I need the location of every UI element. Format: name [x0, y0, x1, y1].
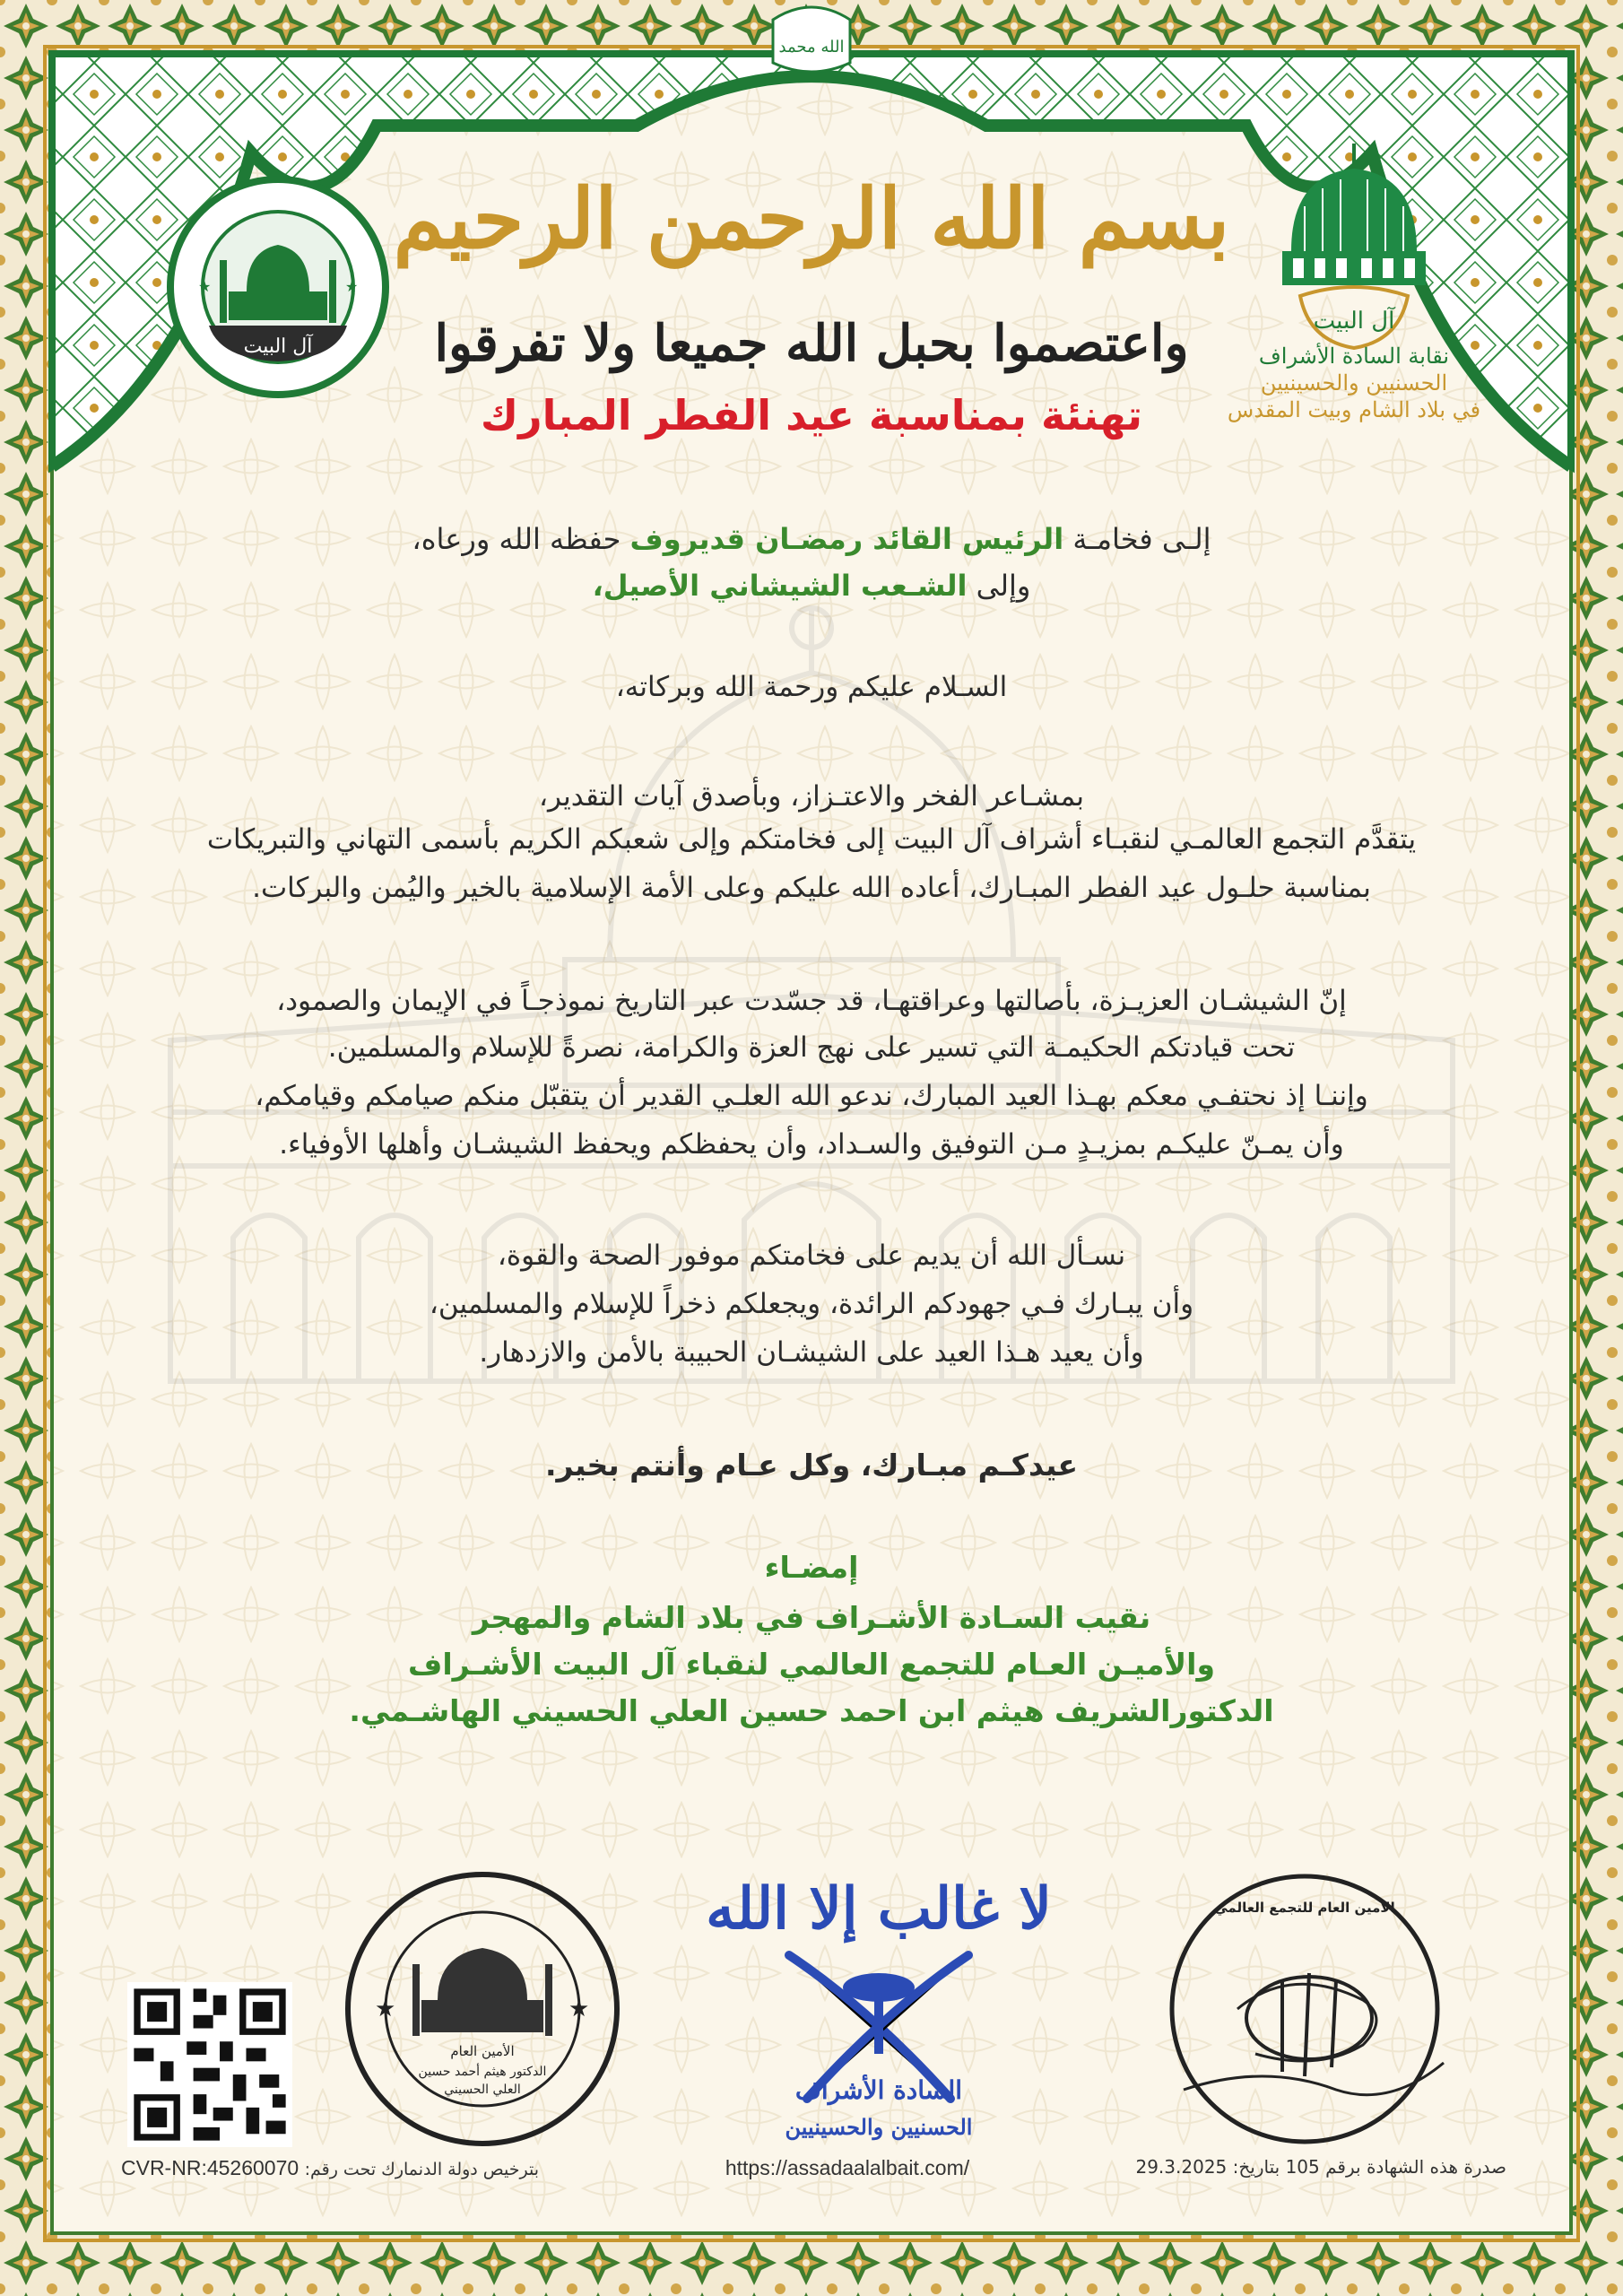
addressee-post: حفظه الله ورعاه، — [412, 522, 630, 556]
logo-right-line3: في بلاد الشام وبيت المقدس — [1227, 397, 1481, 422]
signature-line2: والأميـن العـام للتجمع العالمي لنقباء آل البيت الأشـراف — [408, 1647, 1215, 1682]
svg-text:الحسنيين والحسينيين: الحسنيين والحسينيين — [785, 2114, 973, 2140]
addressee-line1 — [0, 522, 1623, 556]
signature-label: إمضـاء — [764, 1550, 859, 1585]
stamp-left — [339, 1866, 626, 2152]
svg-text:★: ★ — [568, 1996, 590, 2022]
footer-issue-info: صدرة هذه الشهادة برقم 105 بتاريخ: 29.3.2025 — [1135, 2156, 1506, 2178]
paragraph3-line1: نسـأل الله أن يديم على فخامتكم موفور الصحة والقوة، — [497, 1239, 1126, 1272]
svg-text:الدكتور هيثم أحمد حسين: الدكتور هيثم أحمد حسين — [418, 2065, 547, 2079]
emblem-center — [706, 1830, 1052, 2152]
footer-cvr-number: CVR-NR:45260070 — [121, 2156, 299, 2179]
addressee2-pre: وإلى — [967, 569, 1031, 603]
paragraph1-line1: بمشـاعر الفخر والاعتـزاز، وبأصدق آيات التقدير، — [538, 780, 1084, 813]
basmala: بسم الله الرحمن الرحيم — [393, 170, 1230, 267]
palm-tree-icon — [843, 1973, 915, 2054]
svg-text:★: ★ — [198, 278, 212, 295]
addressee-pre: إلـى فخامـة — [1063, 522, 1211, 556]
closing-line: عيدكـم مبـارك، وكل عـام وأنتم بخير. — [544, 1448, 1079, 1483]
page-title: تهنئة بمناسبة عيد الفطر المبارك — [480, 391, 1143, 439]
paragraph1-line3: بمناسبة حلـول عيد الفطر المبـارك، أعاده الله عليكم وعلى الأمة الإسلامية بالخير واليُمن والبركات. — [252, 872, 1371, 904]
signature-line1: نقيب السـادة الأشـراف في بلاد الشام والمهجر — [472, 1600, 1151, 1635]
footer-cvr — [121, 2156, 542, 2180]
signature-line3: الدكتورالشريف هيثم ابن احمد حسين العلي الحسيني الهاشـمي. — [349, 1693, 1274, 1728]
paragraph2-line1: إنّ الشيشـان العزيـزة، بأصالتها وعراقتهـا، قد جسّدت عبر التاريخ نموذجـاً في الإيمان والصمود، — [276, 985, 1347, 1017]
addressee-line2 — [0, 569, 1623, 603]
footer-license-label: بترخيص دولة الدنمارك تحت رقم: — [304, 2160, 540, 2179]
top-badge-text: الله محمد — [778, 38, 845, 57]
paragraph1-line2: يتقدَّم التجمع العالمـي لنقبـاء أشراف آل البيت إلى فخامتكم وإلى شعبكم الكريم بأسمى التهاني والتبريكات — [206, 823, 1417, 856]
stamp-right — [1157, 1866, 1453, 2152]
paragraph2-line4: وأن يمـنّ عليكـم بمزيـدٍ مـن التوفيق والسـداد، وأن يحفظكم ويحفظ الشيشـان وأهلها الأوفياء. — [279, 1128, 1344, 1161]
logo-right-line1: نقابة السادة الأشراف — [1258, 344, 1450, 369]
paragraph3-line2: وأن يبـارك فـي جهودكم الرائدة، ويجعلكم ذخراً للإسلام والمسلمين، — [429, 1288, 1194, 1320]
paragraph2-line2: تحت قيادتكم الحكيمـة التي تسير على نهج العزة والكرامة، نصرةً للإسلام والمسلمين. — [327, 1031, 1296, 1064]
addressee-name: الرئيس القائد رمضـان قديروف — [629, 522, 1064, 556]
svg-text:الأمين العام: الأمين العام — [450, 2043, 515, 2059]
svg-text:★: ★ — [375, 1996, 396, 2022]
quran-verse: واعتصموا بحبل الله جميعا ولا تفرقوا — [434, 314, 1189, 373]
svg-text:الأمين العام للتجمع العالمي: الأمين العام للتجمع العالمي — [1214, 1900, 1395, 1916]
qr-code-icon[interactable] — [127, 1982, 292, 2147]
svg-text:العلي الحسيني: العلي الحسيني — [444, 2083, 521, 2097]
svg-text:السادة الأشراف: السادة الأشراف — [794, 2075, 963, 2105]
svg-text:★: ★ — [345, 278, 359, 295]
addressee2-name: الشـعب الشيشاني الأصيل، — [592, 569, 968, 603]
logo-right-badge-text: آل البيت — [1313, 308, 1395, 335]
greeting: السـلام عليكم ورحمة الله وبركاته، — [615, 671, 1008, 703]
logo-left-center-text: آل البيت — [243, 335, 313, 358]
paragraph2-line3: وإننـا إذ نحتفـي معكم بهـذا العيد المبارك، ندعو الله العلـي القدير أن يتقبّل منكم صيامكم وقيامكم، — [255, 1080, 1368, 1112]
paragraph3-line3: وأن يعيد هـذا العيد على الشيشـان الحبيبة بالأمن والازدهار. — [479, 1336, 1144, 1369]
footer-url[interactable]: https://assadaalalbait.com/ — [725, 2156, 970, 2179]
logo-right-line2: الحسنيين والحسينيين — [1260, 370, 1448, 396]
emblem-motto: لا غالب إلا الله — [706, 1875, 1052, 1943]
